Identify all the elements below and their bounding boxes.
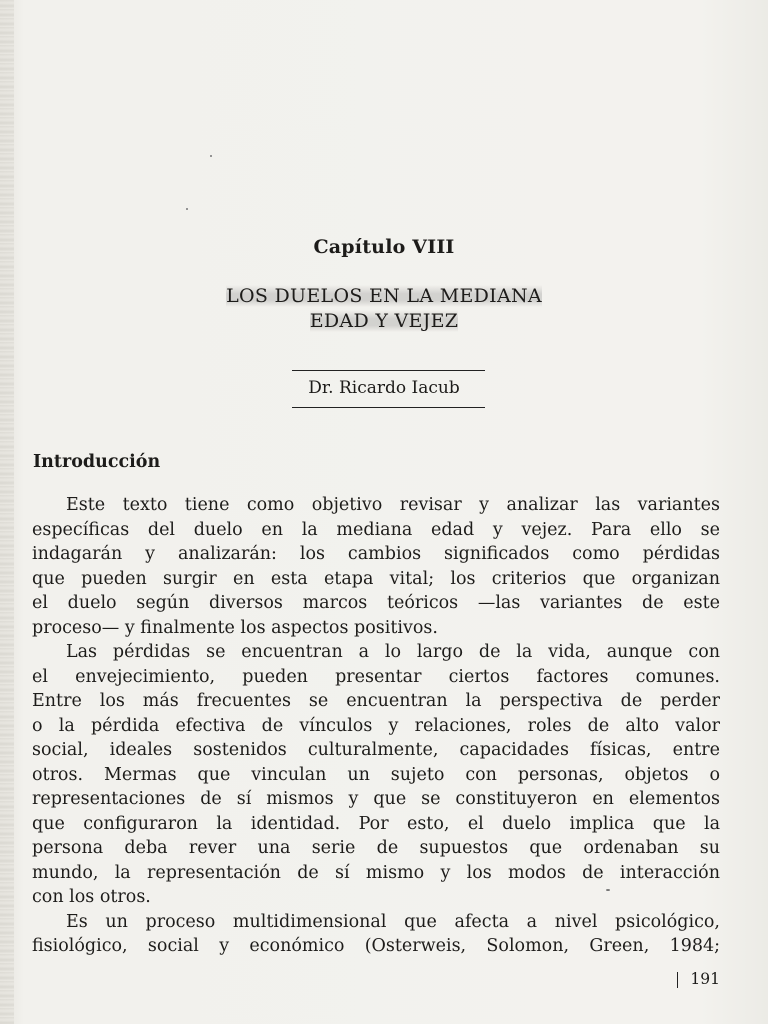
paragraph-line: el duelo según diversos marcos teóricos —las variantes de este <box>32 593 720 613</box>
divider-bottom <box>292 407 485 408</box>
paragraph-line: que configuraron la identidad. Por esto, el duelo implica que la <box>32 813 720 834</box>
chapter-label: Capítulo VIII <box>313 236 455 258</box>
footer-bar <box>677 972 679 988</box>
speck <box>210 155 212 157</box>
paragraph-line: o la pérdida efectiva de vínculos y relaciones, roles de alto valor <box>32 715 720 736</box>
paragraph-line: indagarán y analizarán: los cambios significados como pérdidas <box>32 544 720 564</box>
paragraph-line: el envejecimiento, pueden presentar ciertos factores comunes. <box>32 666 720 687</box>
chapter-title <box>0 284 768 334</box>
paragraph-line: social, ideales sostenidos culturalmente, capacidades físicas, entre <box>32 740 720 760</box>
paragraph-line: que pueden surgir en esta etapa vital; los criterios que organizan <box>32 568 720 589</box>
paragraph-line: representaciones de sí mismos y que se constituyeron en elementos <box>32 789 720 809</box>
paragraph-line: otros. Mermas que vinculan un sujeto con personas, objetos o <box>32 764 720 785</box>
body-text <box>32 493 720 959</box>
page-number: 191 <box>690 970 720 988</box>
paragraph-line: mundo, la representación de sí mismo y los modos de interacción <box>32 862 720 883</box>
paragraph-line: persona deba rever una serie de supuestos que ordenaban su <box>32 838 720 858</box>
page-footer <box>677 970 720 988</box>
paragraph-line: Este texto tiene como objetivo revisar y analizar las variantes <box>66 495 720 515</box>
paragraph-line: fisiológico, social y económico (Osterweis, Solomon, Green, 1984; <box>32 936 720 956</box>
paragraph-line: proceso— y finalmente los aspectos positivos. <box>32 617 438 638</box>
paragraph-line: Entre los más frecuentes se encuentran la perspectiva de perder <box>32 691 720 711</box>
paragraph-line: específicas del duelo en la mediana edad y vejez. Para ello se <box>32 519 720 540</box>
author-name: Dr. Ricardo Iacub <box>308 378 460 398</box>
paragraph-line: con los otros. <box>32 887 151 907</box>
speck <box>186 208 188 210</box>
page-binding-edge <box>0 0 14 1024</box>
section-heading: Introducción <box>33 452 161 472</box>
chapter-title-line-2: EDAD Y VEJEZ <box>309 310 459 332</box>
paragraph-line: Las pérdidas se encuentran a lo largo de la vida, aunque con <box>66 642 720 662</box>
paragraph-line: Es un proceso multidimensional que afecta a nivel psicológico, <box>66 911 720 932</box>
divider-top <box>292 370 485 371</box>
chapter-title-line-1: LOS DUELOS EN LA MEDIANA <box>226 285 542 307</box>
